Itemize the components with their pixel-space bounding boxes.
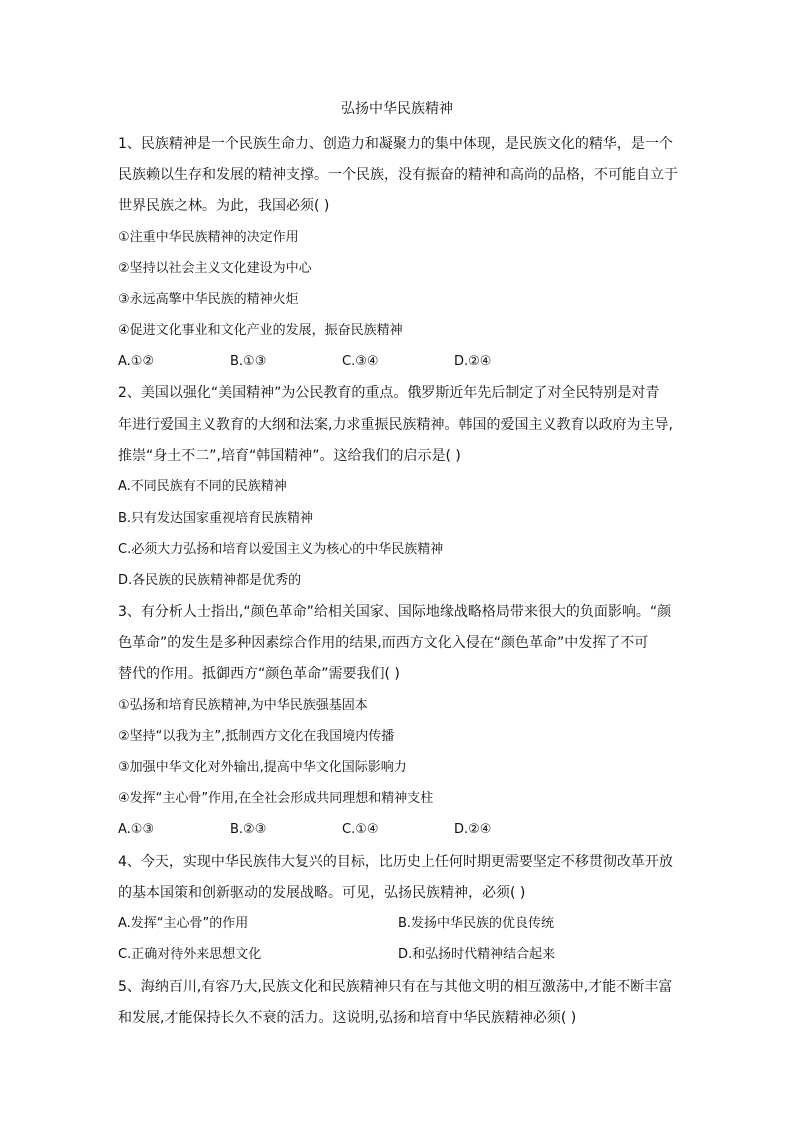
q3-item: ①弘扬和培育民族精神,为中华民族强基固本 <box>118 698 368 713</box>
q1-choice-c: C.③④ <box>342 354 379 369</box>
q3-choice-b: B.②③ <box>230 822 267 837</box>
q3-item: ④发挥“主心骨”作用,在全社会形成共同理想和精神支柱 <box>118 791 434 806</box>
q1-item: ②坚持以社会主义文化建设为中心 <box>118 261 312 276</box>
q5-stem-line: 5、海纳百川,有容乃大,民族文化和民族精神只有在与其他文明的相互激荡中,才能不断丰富 <box>118 979 673 995</box>
q4-stem-line: 4、今天，实现中华民族伟大复兴的目标，比历史上任何时期更需要坚定不移贯彻改革开放 <box>118 854 673 870</box>
q2-stem-line: 推崇“身土不二”,培育“韩国精神”。这给我们的启示是( ) <box>118 448 461 464</box>
q3-stem-line: 色革命”的发生是多种因素综合作用的结果,而西方文化入侵在“颜色革命”中发挥了不可 <box>118 635 649 651</box>
q1-choice-b: B.①③ <box>230 354 267 369</box>
q1-stem-line: 民族赖以生存和发展的精神支撑。一个民族，没有振奋的精神和高尚的品格，不可能自立于 <box>118 167 678 183</box>
q2-option-c: C.必须大力弘扬和培育以爱国主义为核心的中华民族精神 <box>118 542 444 557</box>
q3-item: ②坚持“以我为主”,抵制西方文化在我国境内传播 <box>118 729 395 744</box>
q1-item: ④促进文化事业和文化产业的发展，振奋民族精神 <box>118 323 403 338</box>
q4-choice-d: D.和弘扬时代精神结合起来 <box>398 947 556 962</box>
q5-stem-line: 和发展,才能保持长久不衰的活力。这说明,弘扬和培育中华民族精神必须( ) <box>118 1010 577 1026</box>
q4-stem-line: 的基本国策和创新驱动的发展战略。可见，弘扬民族精神，必须( ) <box>118 885 526 901</box>
q4-choice-b: B.发扬中华民族的优良传统 <box>398 916 555 931</box>
q2-stem-line: 年进行爱国主义教育的大纲和法案,力求重振民族精神。韩国的爱国主义教育以政府为主导, <box>118 417 673 433</box>
q1-choice-d: D.②④ <box>454 354 492 369</box>
q3-item: ③加强中华文化对外输出,提高中华文化国际影响力 <box>118 760 407 775</box>
q3-stem-line: 3、有分析人士指出,“颜色革命”给相关国家、国际地缘战略格局带来很大的负面影响。“颜 <box>118 604 672 620</box>
q1-item: ①注重中华民族精神的决定作用 <box>118 230 299 245</box>
q1-stem-line: 世界民族之林。为此，我国必须( ) <box>118 198 330 214</box>
q2-stem-line: 2、美国以强化“美国精神”为公民教育的重点。俄罗斯近年先后制定了对全民特别是对青 <box>118 385 660 401</box>
q1-choice-a: A.①② <box>118 354 155 369</box>
q2-option-b: B.只有发达国家重视培育民族精神 <box>118 511 314 526</box>
q2-option-d: D.各民族的民族精神都是优秀的 <box>118 573 302 588</box>
q4-choice-c: C.正确对待外来思想文化 <box>118 947 262 962</box>
q3-choice-a: A.①③ <box>118 822 155 837</box>
q1-stem-line: 1、民族精神是一个民族生命力、创造力和凝聚力的集中体现，是民族文化的精华，是一个 <box>118 136 673 152</box>
q4-choice-a: A.发挥“主心骨”的作用 <box>118 916 249 931</box>
page-title: 弘扬中华民族精神 <box>341 101 453 117</box>
q3-choice-d: D.②④ <box>454 822 492 837</box>
q1-item: ③永远高擎中华民族的精神火炬 <box>118 292 299 307</box>
q3-stem-line: 替代的作用。抵御西方“颜色革命”需要我们( ) <box>118 666 400 682</box>
q2-option-a: A.不同民族有不同的民族精神 <box>118 479 287 494</box>
q3-choice-c: C.①④ <box>342 822 379 837</box>
